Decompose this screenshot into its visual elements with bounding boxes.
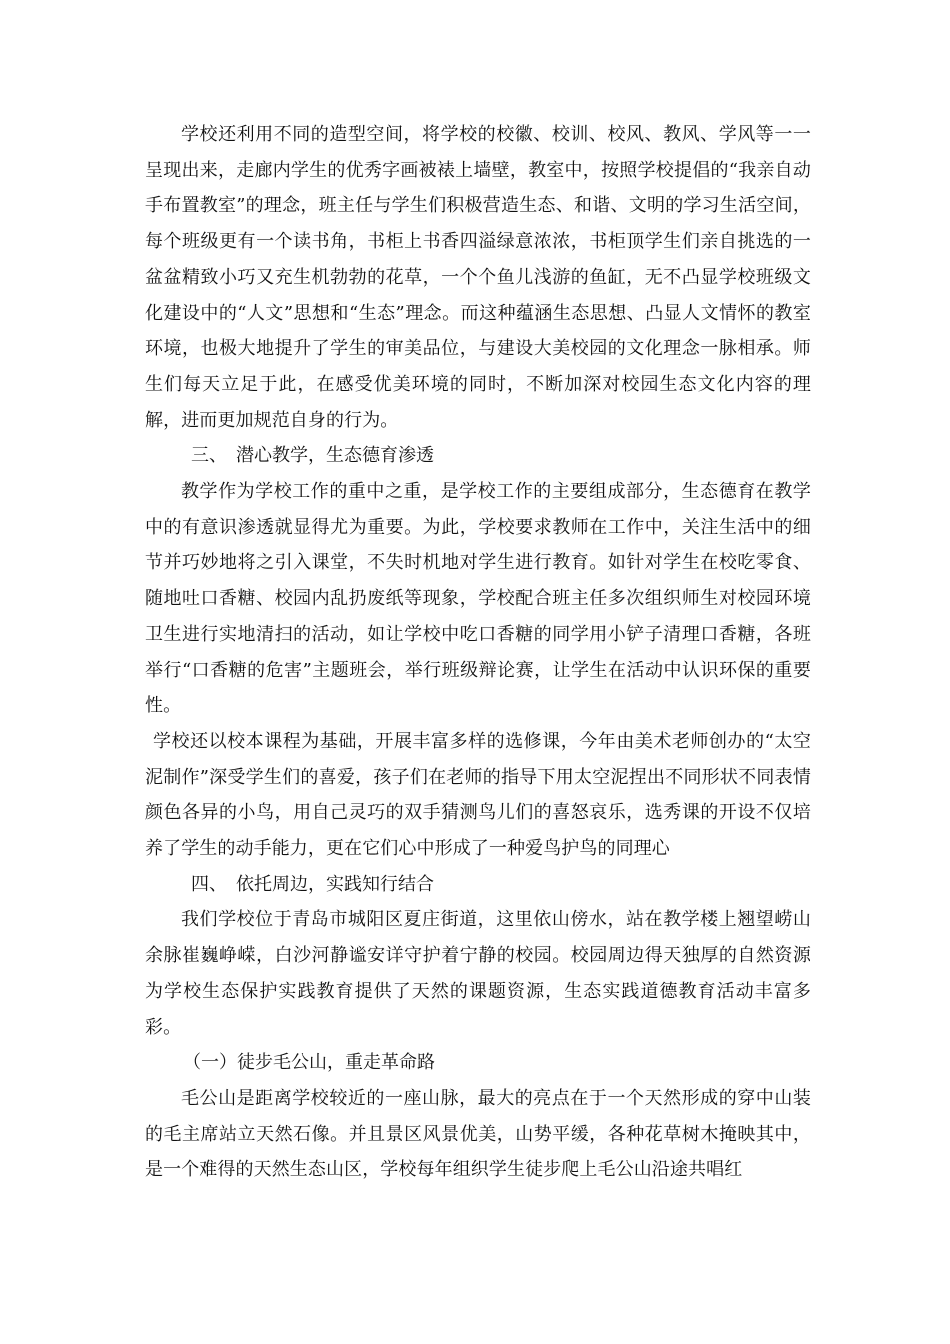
paragraph-maogong-mountain: 毛公山是距离学校较近的一座山脉，最大的亮点在于一个天然形成的穿中山装的毛主席站立天然石像。并且景区风景优美，山势平缓，各种花草树木掩映其中，是一个难得的天然生态山区，学校每年组织学生徒步爬上毛公山沿途共唱红 (145, 1087, 811, 1181)
paragraph-elective-courses: 学校还以校本课程为基础，开展丰富多样的选修课，今年由美术老师创办的“太空泥制作”深受学生们的喜爱，孩子们在老师的指导下用太空泥捏出不同形状不同表情颜色各异的小鸟，用自己灵巧的双手猜测鸟儿们的喜怒哀乐，选秀课的开设不仅培养了学生的动手能力，更在它们心中形成了一种爱鸟护鸟的同理心 (145, 730, 811, 860)
section-heading-three: 三、 潜心教学，生态德育渗透 (191, 445, 434, 467)
paragraph-classroom-culture: 学校还利用不同的造型空间，将学校的校徽、校训、校风、教风、学风等一一呈现出来，走廊内学生的优秀字画被裱上墙壁，教室中，按照学校提倡的“我亲自动手布置教室”的理念，班主任与学生们积极营造生态、和谐、文明的学习生活空间，每个班级更有一个读书角，书柜上书香四溢绿意浓浓，书柜顶学生们亲自挑选的一盆盆精致小巧又充生机勃勃的花草，一个个鱼儿浅游的鱼缸，无不凸显学校班级文化建设中的“人文”思想和“生态”理念。而这种蕴涵生态思想、凸显人文情怀的教室环境，也极大地提升了学生的审美品位，与建设大美校园的文化理念一脉相承。师生们每天立足于此，在感受优美环境的同时，不断加深对校园生态文化内容的理解，进而更加规范自身的行为。 (145, 124, 811, 431)
paragraph-teaching: 教学作为学校工作的重中之重，是学校工作的主要组成部分，生态德育在教学中的有意识渗透就显得尤为重要。为此，学校要求教师在工作中，关注生活中的细节并巧妙地将之引入课堂，不失时机地对学生进行教育。如针对学生在校吃零食、随地吐口香糖、校园内乱扔废纸等现象，学校配合班主任多次组织师生对校园环境卫生进行实地清扫的活动，如让学校中吃口香糖的同学用小铲子清理口香糖，各班举行“口香糖的危害”主题班会，举行班级辩论赛，让学生在活动中认识环保的重要性。 (145, 481, 811, 717)
document-body (145, 117, 811, 1188)
paragraph-school-location: 我们学校位于青岛市城阳区夏庄街道，这里依山傍水，站在教学楼上翘望崂山余脉崔巍峥嵘，白沙河静谧安详守护着宁静的校园。校园周边得天独厚的自然资源为学校生态保护实践教育提供了天然的课题资源，生态实践道德教育活动丰富多彩。 (145, 909, 811, 1038)
subsection-heading-one: （一）徒步毛公山，重走革命路 (183, 1052, 435, 1074)
section-heading-four: 四、 依托周边，实践知行结合 (191, 873, 434, 895)
